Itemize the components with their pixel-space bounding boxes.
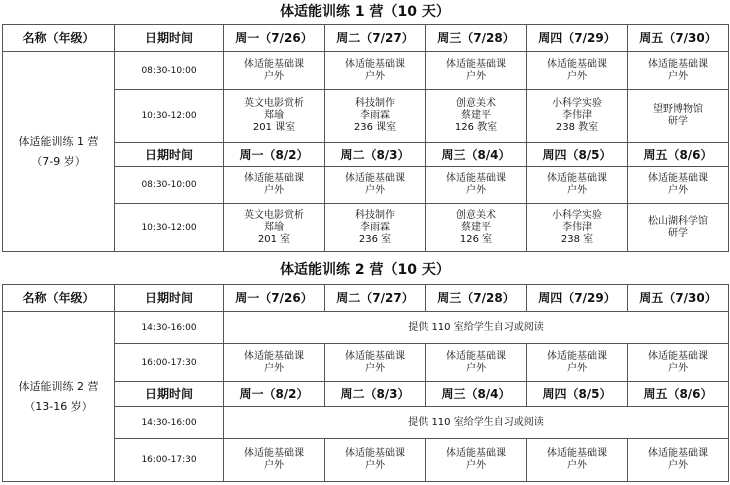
- subheader-wed: 周三（8/4）: [426, 143, 527, 167]
- subheader-thu: 周四（8/5）: [527, 382, 628, 407]
- time-cell: 10:30-12:00: [115, 90, 224, 143]
- camp2-header-row: [3, 285, 729, 312]
- camp-name: 体适能训练 1 营: [18, 134, 99, 148]
- camp1-title: 体适能训练 1 营（10 天）: [280, 4, 450, 20]
- camp2-title: 体适能训练 2 营（10 天）: [280, 262, 450, 278]
- table-row: [3, 312, 729, 344]
- subheader-thu: 周四（8/5）: [527, 143, 628, 167]
- header-name-grade: 名称（年级）: [3, 285, 115, 312]
- course-cell: 体适能基础课 户外: [527, 52, 628, 90]
- camp-name-cell: [3, 312, 115, 482]
- header-datetime: 日期时间: [115, 25, 224, 52]
- subheader-mon: 周一（8/2）: [224, 143, 325, 167]
- course-cell: 小科学实验 李伟津 238 室: [527, 204, 628, 252]
- course-cell: 科技制作 李雨霖 236 室: [325, 204, 426, 252]
- course-cell: 体适能基础课 户外: [527, 167, 628, 204]
- header-wed: 周三（7/28）: [426, 285, 527, 312]
- time-cell: 14:30-16:00: [115, 312, 224, 344]
- course-cell: 体适能基础课 户外: [527, 344, 628, 382]
- camp-age: （13-16 岁）: [24, 399, 93, 413]
- course-cell: 体适能基础课 户外: [426, 52, 527, 90]
- course-cell: 松山湖科学馆 研学: [628, 204, 729, 252]
- merged-note-cell: 提供 110 室给学生自习或阅读: [224, 312, 729, 344]
- subheader-datetime: 日期时间: [115, 143, 224, 167]
- subheader-datetime: 日期时间: [115, 382, 224, 407]
- camp-name: 体适能训练 2 营: [18, 379, 99, 393]
- header-tue: 周二（7/27）: [325, 25, 426, 52]
- merged-note-cell: 提供 110 室给学生自习或阅读: [224, 407, 729, 439]
- course-cell: 创意美术 蔡建平 126 室: [426, 204, 527, 252]
- course-cell: 英文电影赏析 郑瑜 201 室: [224, 204, 325, 252]
- time-cell: 10:30-12:00: [115, 204, 224, 252]
- header-wed: 周三（7/28）: [426, 25, 527, 52]
- subheader-tue: 周二（8/3）: [325, 143, 426, 167]
- course-cell: 体适能基础课 户外: [224, 52, 325, 90]
- time-cell: 16:00-17:30: [115, 344, 224, 382]
- time-cell: 16:00-17:30: [115, 439, 224, 482]
- course-cell: 英文电影赏析 郑瑜 201 课室: [224, 90, 325, 143]
- subheader-fri: 周五（8/6）: [628, 382, 729, 407]
- course-cell: 创意美术 蔡建平 126 教室: [426, 90, 527, 143]
- course-cell: 体适能基础课 户外: [224, 167, 325, 204]
- header-thu: 周四（7/29）: [527, 285, 628, 312]
- table-row: [3, 52, 729, 90]
- course-cell: 体适能基础课 户外: [325, 344, 426, 382]
- camp2-schedule-table: [2, 284, 729, 482]
- course-cell: 望野博物馆 研学: [628, 90, 729, 143]
- camp1-header-row: [3, 25, 729, 52]
- header-tue: 周二（7/27）: [325, 285, 426, 312]
- time-cell: 14:30-16:00: [115, 407, 224, 439]
- course-cell: 体适能基础课 户外: [426, 167, 527, 204]
- course-cell: 体适能基础课 户外: [224, 344, 325, 382]
- course-cell: 体适能基础课 户外: [628, 167, 729, 204]
- header-fri: 周五（7/30）: [628, 285, 729, 312]
- course-cell: 体适能基础课 户外: [325, 439, 426, 482]
- subheader-fri: 周五（8/6）: [628, 143, 729, 167]
- camp1-schedule-table: [2, 24, 729, 252]
- camp-name-cell: [3, 52, 115, 252]
- subheader-wed: 周三（8/4）: [426, 382, 527, 407]
- time-cell: 08:30-10:00: [115, 167, 224, 204]
- course-cell: 体适能基础课 户外: [628, 52, 729, 90]
- camp-age: （7-9 岁）: [31, 154, 86, 168]
- header-mon: 周一（7/26）: [224, 25, 325, 52]
- course-cell: 体适能基础课 户外: [426, 439, 527, 482]
- course-cell: 体适能基础课 户外: [426, 344, 527, 382]
- course-cell: 体适能基础课 户外: [628, 439, 729, 482]
- course-cell: 体适能基础课 户外: [325, 52, 426, 90]
- course-cell: 小科学实验 李伟津 238 教室: [527, 90, 628, 143]
- course-cell: 体适能基础课 户外: [224, 439, 325, 482]
- course-cell: 体适能基础课 户外: [628, 344, 729, 382]
- header-thu: 周四（7/29）: [527, 25, 628, 52]
- course-cell: 体适能基础课 户外: [325, 167, 426, 204]
- subheader-tue: 周二（8/3）: [325, 382, 426, 407]
- header-name-grade: 名称（年级）: [3, 25, 115, 52]
- header-fri: 周五（7/30）: [628, 25, 729, 52]
- header-datetime: 日期时间: [115, 285, 224, 312]
- header-mon: 周一（7/26）: [224, 285, 325, 312]
- time-cell: 08:30-10:00: [115, 52, 224, 90]
- course-cell: 科技制作 李雨霖 236 课室: [325, 90, 426, 143]
- course-cell: 体适能基础课 户外: [527, 439, 628, 482]
- subheader-mon: 周一（8/2）: [224, 382, 325, 407]
